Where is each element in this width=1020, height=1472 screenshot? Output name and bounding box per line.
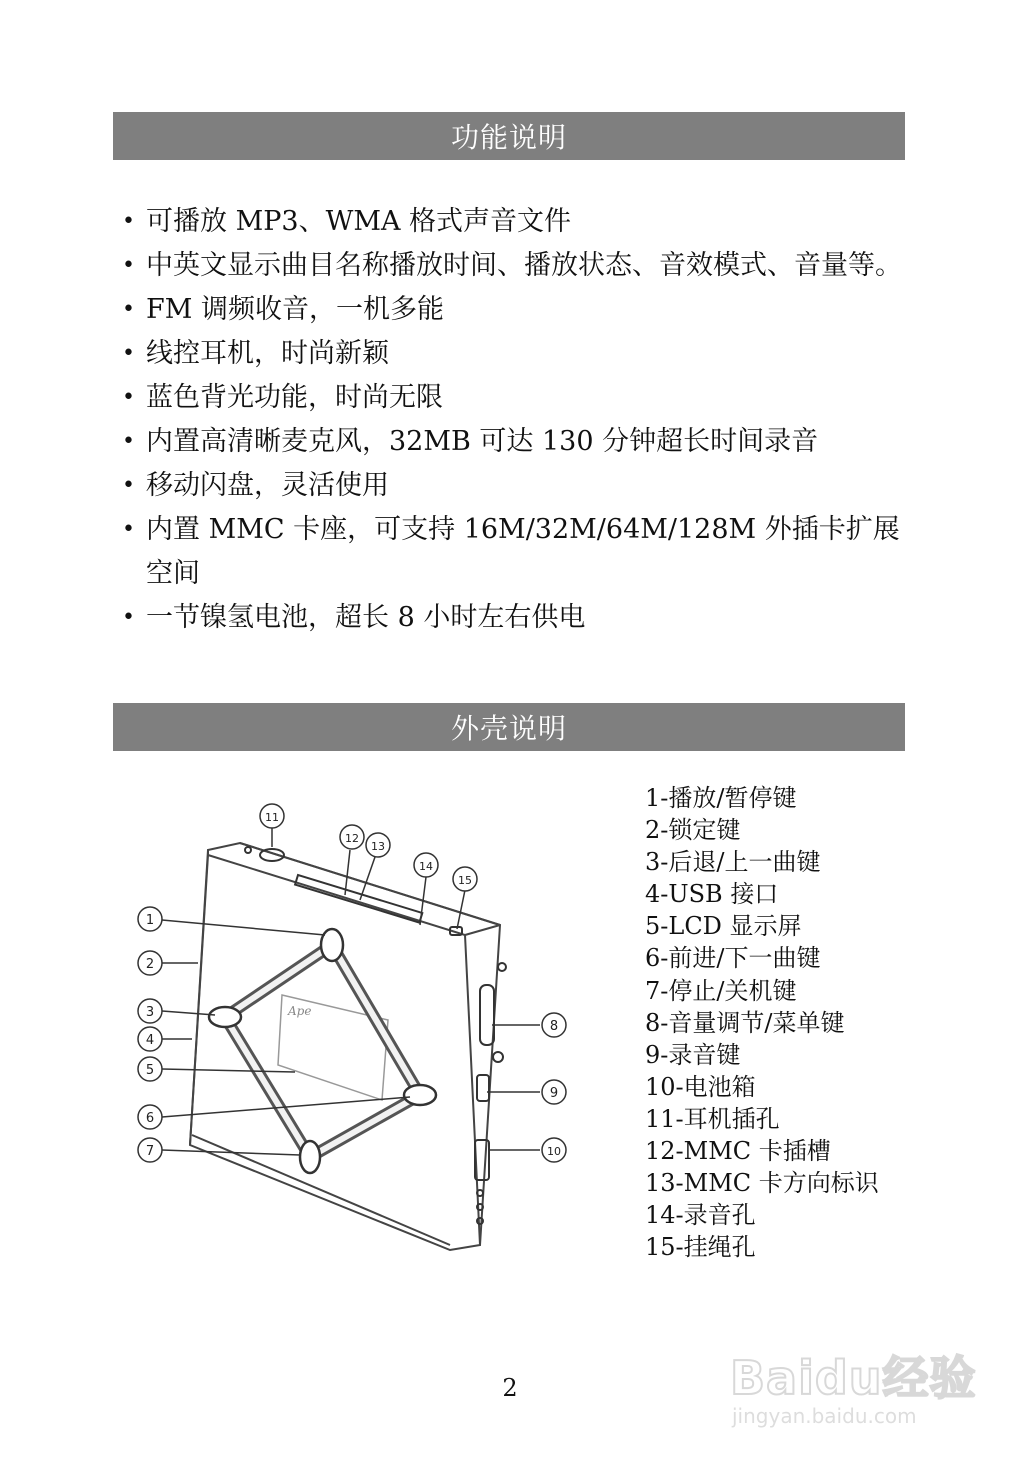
section-header-functions (113, 112, 905, 160)
callout-9: 9 (549, 1086, 559, 1101)
watermark-url: jingyan.baidu.com (732, 1404, 917, 1428)
part-item: 7-停止/关机键 (645, 976, 797, 1005)
part-item: 1-播放/暂停键 (645, 784, 797, 812)
part-item: 6-前进/下一曲键 (645, 944, 821, 973)
part-item: 15-挂绳孔 (645, 1233, 756, 1262)
section-title: 外壳说明 (450, 712, 567, 745)
callout-14: 14 (419, 860, 433, 873)
part-item: 13-MMC 卡方向标识 (645, 1169, 879, 1198)
part-item: 5-LCD 显示屏 (645, 912, 802, 941)
part-item: 4-USB 接口 (645, 880, 779, 909)
watermark (720, 1318, 1000, 1438)
feature-list (118, 200, 918, 640)
part-item: 11-耳机插孔 (645, 1104, 780, 1133)
callout-15: 15 (458, 874, 472, 887)
watermark-logo: Baidu经验 (730, 1351, 977, 1405)
feature-item: • FM 调频收音，一机多能 (118, 288, 918, 332)
feature-item: • 蓝色背光功能，时尚无限 (118, 376, 918, 420)
part-item: 10-电池箱 (645, 1072, 756, 1101)
callout-5: 5 (145, 1063, 155, 1078)
callout-7: 7 (145, 1144, 155, 1159)
part-item: 8-音量调节/菜单键 (645, 1008, 845, 1037)
feature-item: • 线控耳机，时尚新颖 (118, 332, 918, 376)
feature-item: • 内置 MMC 卡座，可支持 16M/32M/64M/128M 外插卡扩展空间 (118, 508, 918, 596)
callout-3: 3 (145, 1005, 155, 1020)
feature-item: • 中英文显示曲目名称播放时间、播放状态、音效模式、音量等。 (118, 244, 918, 288)
callout-4: 4 (145, 1033, 155, 1048)
callout-12: 12 (345, 832, 359, 845)
callout-6: 6 (145, 1111, 155, 1126)
section-title: 功能说明 (450, 121, 567, 154)
svg-text:Ape: Ape (288, 1004, 312, 1018)
part-item: 14-录音孔 (645, 1201, 756, 1230)
callout-2: 2 (145, 957, 155, 972)
page-number: 2 (502, 1374, 518, 1402)
parts-legend (645, 782, 879, 1263)
feature-item: • 一节镍氢电池，超长 8 小时左右供电 (118, 596, 918, 640)
part-item: 9-录音键 (645, 1040, 741, 1069)
feature-item: • 可播放 MP3、WMA 格式声音文件 (118, 200, 918, 244)
feature-item: • 移动闪盘，灵活使用 (118, 464, 918, 508)
feature-item: • 内置高清晰麦克风，32MB 可达 130 分钟超长时间录音 (118, 420, 918, 464)
part-item: 3-后退/上一曲键 (645, 848, 821, 877)
part-item: 12-MMC 卡插槽 (645, 1137, 831, 1166)
section-header-casing (113, 703, 905, 751)
part-item: 2-锁定键 (645, 816, 741, 845)
callout-13: 13 (371, 840, 385, 853)
callout-8: 8 (549, 1019, 559, 1034)
callout-10: 10 (547, 1145, 561, 1158)
callout-1: 1 (145, 913, 155, 928)
device-diagram (120, 795, 580, 1265)
callout-11: 11 (265, 811, 279, 824)
